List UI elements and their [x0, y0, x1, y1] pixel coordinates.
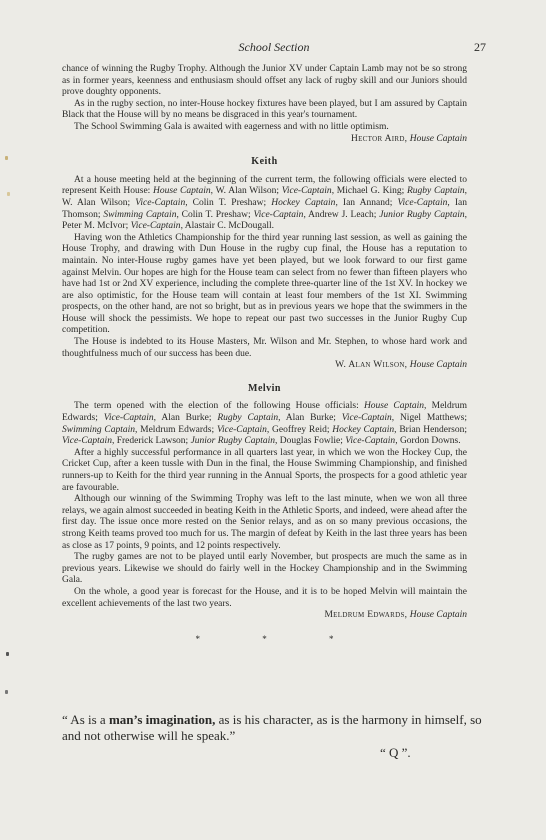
text-run: The term opened with the election of the following House officials:: [74, 401, 364, 412]
signature: [62, 360, 467, 372]
office-title: House Captain: [153, 186, 211, 197]
officials-paragraph: [62, 175, 467, 233]
office-title: Vice-Captain: [345, 436, 396, 447]
office-title: Vice-Captain: [397, 197, 448, 208]
page-number: 27: [474, 40, 486, 54]
office-title: Vice-Captain: [62, 436, 112, 447]
office-title: Hockey Captain: [271, 197, 336, 208]
text-run: , Frederick Lawson;: [111, 436, 191, 447]
margin-speck: [7, 192, 10, 196]
signature-role: House Captain: [409, 610, 467, 621]
paragraph: The House is indebted to its House Masters, Mr. Wilson and Mr. Stephen, to whose hard work and thoughtfulness much of our success has been due.: [62, 337, 467, 359]
text-run: , Michael G. King;: [331, 186, 407, 197]
signature-name: Hector Aird,: [350, 133, 408, 144]
text-run: , Ian Thomson;: [62, 197, 467, 220]
text-run: , Colin T. Preshaw;: [185, 197, 272, 208]
article-body: [62, 64, 467, 655]
signature-role: House Captain: [409, 360, 467, 371]
office-title: Vice-Captain: [103, 413, 154, 424]
margin-speck: [5, 156, 8, 160]
closing-quote: [62, 712, 482, 744]
paragraph: As in the rugby section, no inter-House hockey fixtures have been played, but I am assured by Captain Black that the House will by no means be disgraced in this year's tournament.: [62, 98, 467, 121]
text-run: , Colin T. Preshaw;: [176, 209, 254, 220]
text-run: , Meldrum Edwards;: [134, 424, 217, 435]
quote-text: “ As is a: [62, 712, 109, 727]
paragraph: Although our winning of the Swimming Trophy was left to the last minute, when we won all three relays, we again almost succeeded in beating Keith in the Athletic Sports, and indeed, were ahead after the first day. The issue once more rested on the Senior relays, and as on so many previous occasions, the strong Keith teams proved too much for us. The margin of defeat by Keith in the last three years has been as close as 17 points, 9 points, and 12 points respectively.: [62, 494, 467, 551]
text-run: , Alastair C. McDougall.: [180, 221, 274, 232]
quote-attribution: “ Q ”.: [380, 745, 411, 760]
signature-name: W. Alan Wilson,: [335, 360, 408, 371]
office-title: Vice-Captain: [281, 186, 332, 197]
text-run: , Alan Burke;: [153, 413, 218, 424]
margin-speck: [5, 690, 8, 694]
quote-text: as is his character, as is the harmony in himself, so and not otherwise will he speak.”: [62, 712, 482, 743]
text-run: At a house meeting held at the beginning of the current term, the following officials were elected to represent Keith House:: [62, 174, 467, 197]
paragraph: Having won the Athletics Championship for the third year running last session, as well as gaining the House Trophy, and drawing with Dun House in the rugby cup final, the House has a reputation to maintain. No inter-House rugby games have yet been played, but we look forward to our first game against Melvin. Our hopes are high for the House team can select from no fewer than fifteen players who have had 1st or 2nd XV experience, including the complete three-quarter line of the 1st XV. In hockey we are also optimistic, for the House team will contain at least four members of the 1st XI. Swimming prospects, on the other hand, are not so bright, but as in previous years we hope that the swimmers in the House will shock the pessimists. We hope to repeat our past two successes in the Junior Rugby Cup competition.: [62, 232, 467, 336]
office-title: Vice-Captain: [341, 413, 392, 424]
text-run: , Nigel Matthews;: [391, 413, 467, 424]
text-run: , Brian Henderson;: [394, 424, 467, 435]
running-title: School Section: [238, 40, 310, 54]
text-run: , W. Alan Wilson;: [210, 186, 282, 197]
office-title: Vice-Captain: [253, 209, 304, 220]
text-run: , Andrew J. Leach;: [303, 209, 380, 220]
text-run: , Douglas Fowlie;: [275, 436, 346, 447]
office-title: Vice-Captain: [216, 424, 267, 435]
text-run: , Alan Burke;: [278, 413, 342, 424]
paragraph: After a highly successful performance in all quarters last year, in which we won the Hockey Cup, the Cricket Cup, after a keen tussle with Dun in the final, the House Swimming Championship, and finished runners-up to Keith for the third year running in the Annual Sports, the prospects for a good athletic year are favourable.: [62, 447, 467, 493]
quote-emphasis: man’s imagination,: [108, 712, 216, 727]
officials-paragraph: [62, 401, 467, 447]
signature: [62, 134, 467, 146]
signature: [62, 610, 467, 622]
section-divider-stars: * * *: [195, 633, 364, 644]
paragraph: chance of winning the Rugby Trophy. Although the Junior XV under Captain Lamb may not be so strong as in former years, keenness and enthusiasm should offset any lack of rugby skill and our Juniors should prove doughty opponents.: [62, 64, 467, 98]
text-run: , Peter M. McIvor;: [62, 209, 467, 232]
office-title: Swimming Captain: [62, 424, 135, 435]
section-heading-melvin: Melvin: [248, 382, 281, 394]
paragraph: On the whole, a good year is forecast for the House, and it is to be hoped Melvin will maintain the excellent achievements of the last two years.: [62, 586, 467, 609]
text-run: , Geoffrey Reid;: [266, 424, 333, 435]
text-run: , Gordon Downs.: [395, 436, 461, 447]
text-run: , Ian Annand;: [335, 197, 398, 208]
office-title: Vice-Captain: [130, 221, 181, 232]
office-title: Junior Rugby Captain: [379, 209, 465, 220]
paragraph: The School Swimming Gala is awaited with eagerness and with no little optimism.: [74, 121, 389, 132]
office-title: Junior Rugby Captain: [190, 436, 276, 447]
office-title: Rugby Captain: [407, 186, 465, 197]
signature-role: House Captain: [409, 133, 467, 144]
section-heading-keith: Keith: [251, 156, 278, 168]
office-title: Swimming Captain: [103, 209, 177, 220]
office-title: Rugby Captain: [217, 413, 279, 424]
office-title: House Captain: [363, 401, 425, 412]
page-header: [62, 40, 486, 56]
office-title: Hockey Captain: [332, 424, 395, 435]
signature-name: Meldrum Edwards,: [324, 610, 408, 621]
margin-speck: [6, 652, 9, 656]
office-title: Vice-Captain: [135, 197, 186, 208]
text-run: , W. Alan Wilson;: [62, 186, 467, 208]
text-run: , Meldrum Edwards;: [62, 401, 467, 424]
paragraph: The rugby games are not to be played until early November, but prospects are much the same as in previous years. Likewise we should do fairly well in the Hockey Championship and in the Swimming Gala.: [62, 552, 467, 586]
